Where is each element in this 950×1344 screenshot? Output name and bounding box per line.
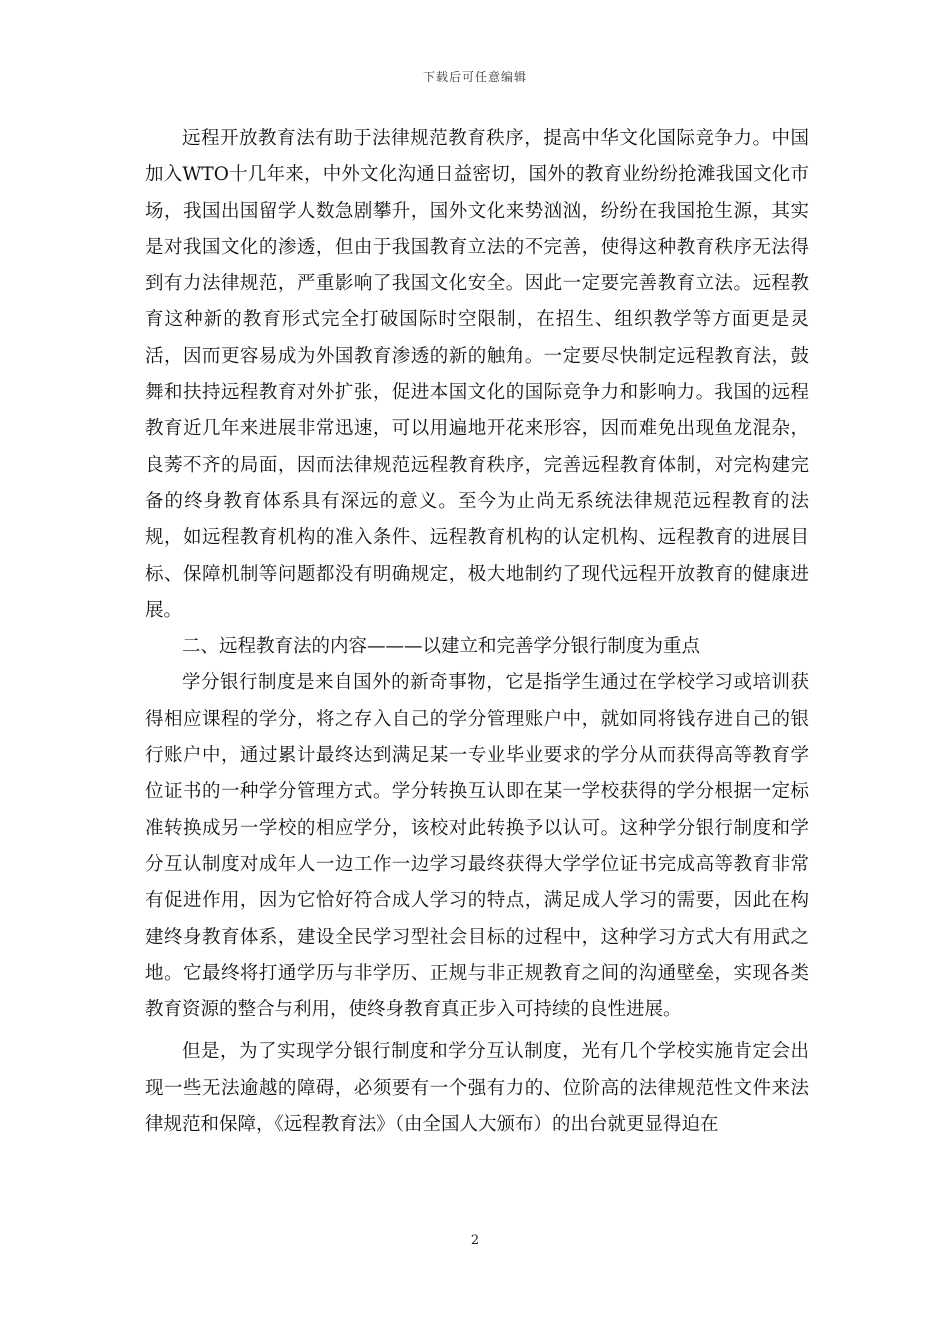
body-paragraph-1: 远程开放教育法有助于法律规范教育秩序，提高中华文化国际竞争力。中国加入WTO十几年来，中外文化沟通日益密切，国外的教育业纷纷抢滩我国文化市场，我国出国留学人数急剧攀升，国外文化来势汹汹，纷纷在我国抢生源，其实是对我国文化的渗透，但由于我国教育立法的不完善，使得这种教育秩序无法得到有力法律规范，严重影响了我国文化安全。因此一定要完善教育立法。远程教育这种新的教育形式完全打破国际时空限制，在招生、组织教学等方面更是灵活，因而更容易成为外国教育渗透的新的触角。一定要尽快制定远程教育法，鼓舞和扶持远程教育对外扩张，促进本国文化的国际竞争力和影响力。我国的远程教育近几年来进展非常迅速，可以用遍地开花来形容，因而难免出现鱼龙混杂，良莠不齐的局面，因而法律规范远程教育秩序，完善远程教育体制，对完构建完备的终身教育体系具有深远的意义。至今为止尚无系统法律规范远程教育的法规，如远程教育机构的准入条件、远程教育机构的认定机构、远程教育的进展目标、保障机制等问题都没有明确规定，极大地制约了现代远程开放教育的健康进展。 [145,128,809,621]
page-number: 2 [470,1233,480,1248]
page-header: 下载后可任意编辑 [422,70,527,84]
section-heading: 二、远程教育法的内容———以建立和完善学分银行制度为重点 [182,636,701,658]
body-paragraph-2: 学分银行制度是来自国外的新奇事物，它是指学生通过在学校学习或培训获得相应课程的学分，将之存入自己的学分管理账户中，就如同将钱存进自己的银行账户中，通过累计最终达到满足某一专业毕业要求的学分从而获得高等教育学位证书的一种学分管理方式。学分转换互认即在某一学校获得的学分根据一定标准转换成另一学校的相应学分，该校对此转换予以认可。这种学分银行制度和学分互认制度对成年人一边工作一边学习最终获得大学学位证书完成高等教育非常有促进作用，因为它恰好符合成人学习的特点，满足成人学习的需要，因此在构建终身教育体系，建设全民学习型社会目标的过程中，这种学习方式大有用武之地。它最终将打通学历与非学历、正规与非正规教育之间的沟通壁垒，实现各类教育资源的整合与利用，使终身教育真正步入可持续的良性进展。 [145,672,809,1021]
body-paragraph-3: 但是，为了实现学分银行制度和学分互认制度，光有几个学校实施肯定会出现一些无法逾越的障碍，必须要有一个强有力的、位阶高的法律规范性文件来法律规范和保障，《远程教育法》（由全国人大颁布）的出台就更显得迫在 [145,1041,809,1136]
document-body [145,121,809,1143]
